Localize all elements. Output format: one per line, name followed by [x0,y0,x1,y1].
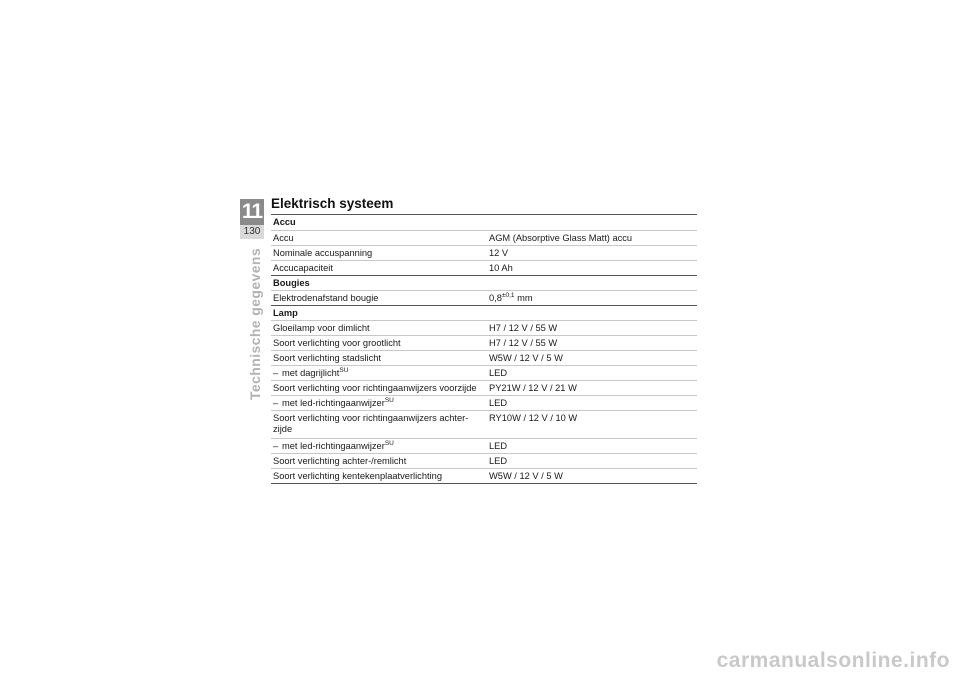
group-header-lamp: Lamp [271,305,697,320]
table-row: Soort verlichting voor richtingaanwijzers voorzijde PY21W / 12 V / 21 W [271,380,697,395]
table-row: – met led-richtingaanwijzer$^{SU}$ LED [271,395,697,410]
table-row: Soort verlichting voor richtingaanwijzers achter-zijde RY10W / 12 V / 10 W [271,410,697,438]
group-header-accu: Accu [273,217,296,227]
table-row: Elektrodenafstand bougie $0,8^{\pm 0,1}$ mm [271,290,697,305]
page-number: 130 [240,225,264,239]
table-row: Accucapaciteit 10 Ah [271,260,697,275]
table-row: Soort verlichting kentekenplaatverlichting W5W / 12 V / 5 W [271,468,697,483]
table-row: – met led-richtingaanwijzer$^{SU}$ LED [271,438,697,453]
table-row: Soort verlichting voor grootlicht H7 / 12 V / 55 W [271,335,697,350]
section-title: Elektrisch systeem [271,196,394,211]
group-header-bougies: Bougies [271,275,697,290]
watermark: carmanualsonline.info [716,649,950,672]
chapter-tab [240,199,264,239]
chapter-number: 11 [241,200,263,223]
table-row: – met dagrijlicht$^{SU}$ LED [271,365,697,380]
spec-table [271,214,697,484]
table-row: Soort verlichting achter-/remlicht LED [271,453,697,468]
table-row: Accu AGM (Absorptive Glass Matt) accu [271,230,697,245]
table-row: Gloeilamp voor dimlicht H7 / 12 V / 55 W [271,320,697,335]
table-row: Nominale accuspanning 12 V [271,245,697,260]
table-row: Soort verlichting stadslicht W5W / 12 V / 5 W [271,350,697,365]
